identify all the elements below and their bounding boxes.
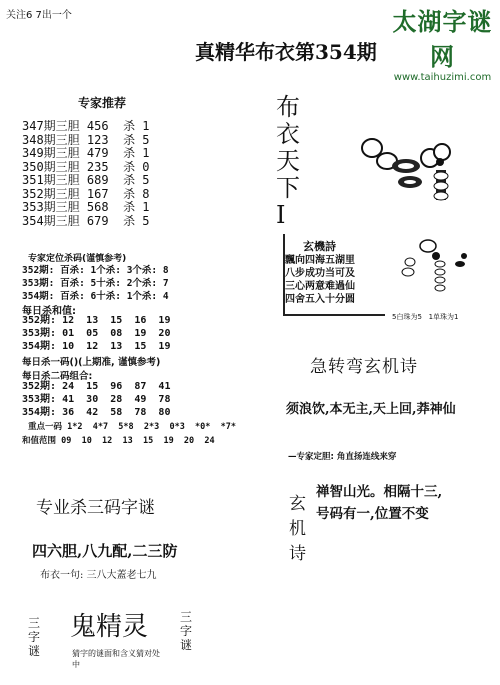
- mystic-line: 八步成功当可及: [285, 268, 355, 279]
- mystic-box: [283, 234, 385, 316]
- onecode-heading: 每日杀一码()(上期准, 谨慎参考): [22, 357, 161, 368]
- expert-row: 352期三胆 167 杀 8: [22, 186, 150, 201]
- focus-code: 重点一码 1*2 4*7 5*8 2*3 0*3 *0* *7*: [28, 422, 236, 432]
- puzzle-line1: 四六胆,八九配,二三防: [32, 542, 178, 560]
- sumkill-row: 354期: 10 12 13 15 19: [22, 341, 171, 352]
- riddle-note: 猜字的谜面和含义猜对处中: [72, 649, 160, 669]
- follow-note: 关注6 7出一个: [6, 10, 72, 21]
- logo-url: www.taihuzimi.com: [393, 72, 492, 83]
- vertical-title: 布衣天下I: [276, 93, 300, 229]
- expert-row: 347期三胆 456 杀 1: [22, 119, 150, 133]
- expert-row: 354期三胆 679 杀 5: [22, 213, 150, 228]
- expert-row: 353期三胆 568 杀 1: [22, 200, 150, 214]
- mystic-heading: 玄機詩: [303, 240, 336, 253]
- riddle-title: 鬼精灵: [70, 612, 149, 642]
- position-list: [22, 264, 169, 303]
- onecode-row: 353期: 41 30 28 49 78: [22, 394, 171, 405]
- sumkill-row: 352期: 12 13 15 16 19: [22, 315, 171, 326]
- bead-illustration: [330, 124, 480, 224]
- position-row: 352期: 百杀: 1个杀: 3个杀: 8: [22, 265, 169, 276]
- poem-line: 须浪饮,本无主,天上回,莽神仙: [286, 402, 456, 417]
- position-heading: 专家定位杀码(谨慎参考): [28, 254, 127, 264]
- puzzle-heading: 专业杀三码字谜: [36, 498, 155, 518]
- abacus-illustration: [398, 234, 478, 304]
- poem-title: 急转弯玄机诗: [310, 357, 418, 377]
- riddle-left: 三字谜: [28, 616, 41, 658]
- riddle-right: 三字谜: [180, 610, 193, 652]
- vertical-label: 玄机诗: [289, 494, 306, 564]
- hezhi-range: 和值范围 09 10 12 13 15 19 20 24: [22, 436, 215, 446]
- expert-row: 350期三胆 235 杀 0: [22, 159, 150, 174]
- puzzle-line2: 布衣一句: 三八大蓋老七九: [40, 570, 157, 581]
- mystic-line: 飄向四海五湖里: [285, 255, 355, 266]
- sumkill-row: 353期: 01 05 08 19 20: [22, 328, 171, 339]
- logo-text: 太湖字谜网: [392, 7, 493, 71]
- site-logo[interactable]: [385, 2, 500, 83]
- onecode-sub: 每日杀二码组合:: [22, 371, 93, 382]
- expert-row: 351期三胆 689 杀 5: [22, 173, 150, 187]
- bead-caption: 5白珠为5 1单珠为1: [392, 313, 459, 321]
- expert-row: 349期三胆 479 杀 1: [22, 146, 150, 160]
- mystic-line: 三心两意难過仙: [285, 281, 355, 292]
- zen-line-2: 号码有一,位置不变: [316, 506, 429, 522]
- position-row: 354期: 百杀: 6十杀: 1个杀: 4: [22, 291, 169, 302]
- position-row: 353期: 百杀: 5十杀: 2个杀: 7: [22, 278, 169, 289]
- expert-line: —专家定胆: 角直扬连线来穿: [288, 452, 397, 462]
- mystic-line: 四舍五入十分圆: [285, 294, 355, 305]
- page-title: 真精华布衣第354期: [195, 40, 377, 64]
- sumkill-list: [22, 314, 170, 353]
- onecode-row: 354期: 36 42 58 78 80: [22, 407, 171, 418]
- expert-heading: 专家推荐: [78, 96, 127, 110]
- onecode-row: 352期: 24 15 96 87 41: [22, 381, 171, 392]
- zen-line-1: 禅智山光。相隔十三,: [316, 484, 443, 500]
- sumkill-heading: 每日杀和值:: [22, 306, 76, 317]
- expert-row: 348期三胆 123 杀 5: [22, 132, 150, 147]
- expert-list: [22, 120, 150, 228]
- onecode-list: [22, 380, 170, 419]
- mystic-lines: [285, 254, 355, 306]
